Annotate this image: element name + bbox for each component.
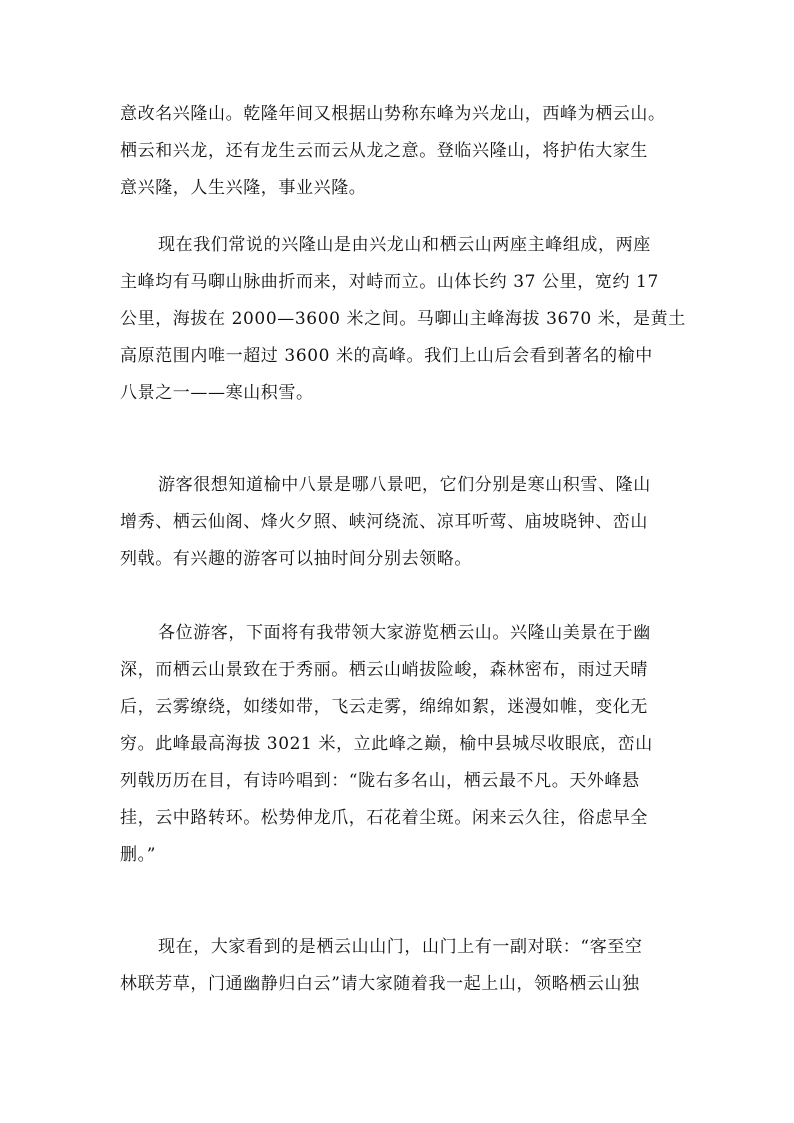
paragraph-line: 后，云雾缭绕，如缕如带，飞云走雾，绵绵如絮，迷漫如帷，变化无 <box>120 697 648 717</box>
paragraph-line: 现在，大家看到的是栖云山山门，山门上有一副对联：“客至空 <box>158 937 643 957</box>
paragraph-line: 栖云和兴龙，还有龙生云而云从龙之意。登临兴隆山，将护佑大家生 <box>120 141 648 161</box>
paragraph-line: 深，而栖云山景致在于秀丽。栖云山峭拔险峻，森林密布，雨过天晴 <box>120 660 648 680</box>
paragraph-line: 挂，云中路转环。松势伸龙爪，石花着尘斑。闲来云久往，俗虑早全 <box>120 808 648 828</box>
paragraph-line: 意兴隆，人生兴隆，事业兴隆。 <box>120 178 367 198</box>
paragraph-line: 意改名兴隆山。乾隆年间又根据山势称东峰为兴龙山，西峰为栖云山。 <box>120 104 666 124</box>
paragraph-line: 林联芳草，门通幽静归白云”请大家随着我一起上山，领略栖云山独 <box>120 974 640 994</box>
paragraph-line: 各位游客，下面将有我带领大家游览栖云山。兴隆山美景在于幽 <box>158 623 651 643</box>
paragraph-line: 游客很想知道榆中八景是哪八景吧，它们分别是寒山积雪、隆山 <box>158 475 651 495</box>
paragraph-line: 公里，海拔在 2000—3600 米之间。马啣山主峰海拔 3670 米，是黄土 <box>120 309 686 329</box>
paragraph-line: 八景之一——寒山积雪。 <box>120 383 314 403</box>
paragraph-line: 删。” <box>120 845 156 865</box>
paragraph-line: 现在我们常说的兴隆山是由兴龙山和栖云山两座主峰组成，两座 <box>158 235 651 255</box>
paragraph-line: 主峰均有马啣山脉曲折而来，对峙而立。山体长约 37 公里，宽约 17 <box>120 272 659 292</box>
paragraph-line: 穷。此峰最高海拔 3021 米，立此峰之巅，榆中县城尽收眼底，峦山 <box>120 734 653 754</box>
paragraph-line: 列戟历历在目，有诗吟唱到：“陇右多名山，栖云最不凡。天外峰悬 <box>120 771 640 791</box>
paragraph-line: 列戟。有兴趣的游客可以抽时间分别去领略。 <box>120 549 472 569</box>
paragraph-line: 高原范围内唯一超过 3600 米的高峰。我们上山后会看到著名的榆中 <box>120 346 653 366</box>
paragraph-line: 增秀、栖云仙阁、烽火夕照、峡河绕流、凉耳听莺、庙坡晓钟、峦山 <box>120 512 648 532</box>
